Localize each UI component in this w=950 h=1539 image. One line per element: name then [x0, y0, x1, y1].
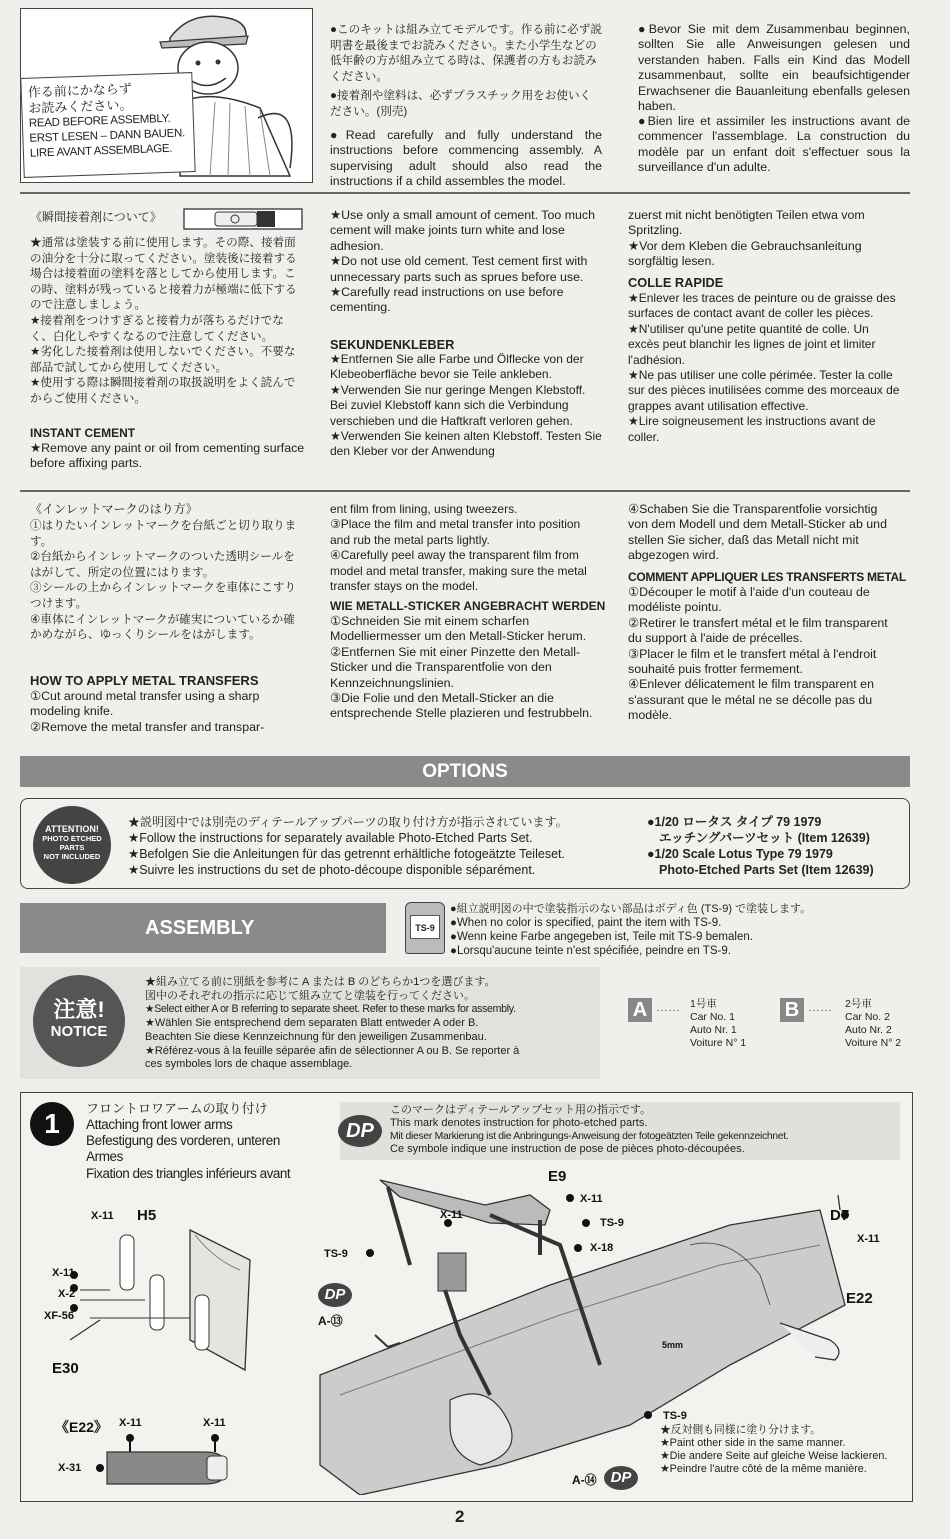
label-x18: X-18 [590, 1242, 614, 1254]
cement-tube-icon [183, 208, 303, 230]
car-a-dots: …… [656, 1000, 680, 1014]
car-b-line-3: Auto Nr. 2 [845, 1024, 892, 1036]
dp-mark-a13: DP [318, 1283, 352, 1307]
label-ts9c: TS-9 [663, 1410, 687, 1422]
label-x2: X-2 [58, 1288, 76, 1300]
car-b-lines [845, 998, 915, 1050]
attention-line-4: NOT INCLUDED [43, 852, 101, 861]
e22-part-drawing [95, 1430, 245, 1490]
options-line-1: ★説明図中では別売のディテールアップパーツの取り付け方が指示されています。 [128, 815, 568, 829]
page-number: 2 [455, 1507, 465, 1526]
label-x11-h5: X-11 [91, 1210, 114, 1222]
label-a13: A-⑬ [318, 1314, 343, 1328]
intro-en: ●Read carefully and fully understand the instructions before commencing assembly. A supervising adult should also read the instructions if a child assembles the model. [330, 128, 606, 189]
transfer-en-body-cont: ent film from lining, using tweezers. ③Place the film and metal transfer into position and rub the metal parts lightly. ④Carefully peel away the transparent film from model and metal transfer, making sure the metal transfer stays on the model. [330, 502, 587, 594]
options-banner: OPTIONS [20, 756, 910, 787]
cement-jp-body: ★通常は塗装する前に使用します。その際、接着面の油分を十分に取ってください。塗装後に接着する場合は接着面の塗料を落としてから使用します。この時、塗料が残っていると接着力が極端に低下するので注意しましょう。 ★接着剤をつけすぎると接着力が落ちるだけでなく、白化しやすくなるので注意してください。 ★劣化した接着剤は使用しないでください。不要な部品で試してから使用してください。 ★使用する際は瞬間接着剤の取扱説明をよく読んでからご使用ください。 [30, 236, 297, 405]
options-right-1: ●1/20 ロータス タイプ 79 1979 [647, 815, 822, 829]
options-lines [128, 814, 638, 878]
attention-badge [33, 806, 111, 884]
paint-note-2: ★Paint other side in the same manner. [660, 1437, 846, 1449]
paint-lines [450, 902, 910, 958]
paint-line-2: ●When no color is specified, paint the item with TS-9. [450, 917, 722, 929]
label-x11d: X-11 [580, 1193, 603, 1205]
cement-jp-title: 《瞬間接着剤について》 [30, 210, 162, 224]
notice-line-2: 図中のそれぞれの指示に応じて組み立てと塗装を行ってください。 [145, 989, 475, 1002]
transfer-de-body-cont: ④Schaben Sie die Transparentfolie vorsichtig von dem Modell und dem Metall-Sticker ab und stellen Sie sicher, daß das Metall nicht mit abgezogen wird. [628, 502, 891, 563]
divider-1 [20, 192, 910, 194]
cement-en-body2: ★Use only a small amount of cement. Too much cement will make joints turn white and lose adhesion. ★Do not use old cement. Test cement first with unnecessary parts such as sprues before use. ★Carefully read instructions on use before cementing. [330, 208, 596, 315]
cement-de-title: SEKUNDENKLEBER [330, 337, 455, 352]
paint-note-1: ★反対側も同様に塗り分けます。 [660, 1424, 822, 1436]
options-right-4: Photo-Etched Parts Set (Item 12639) [659, 863, 874, 877]
notice-line-1: ★組み立てる前に別紙を参考に A または B のどちらか1つを選びます。 [145, 976, 496, 988]
paint-note-3: ★Die andere Seite auf gleiche Weise lackieren. [660, 1450, 888, 1462]
label-x11c: X-11 [203, 1417, 226, 1429]
label-mm: 5mm [662, 1340, 684, 1350]
options-line-4: ★Suivre les instructions du set de photo-découpe disponible séparément. [128, 863, 536, 877]
options-line-3: ★Befolgen Sie die Anleitungen für das getrennt erhältliche fotogeätzte Teileset. [128, 847, 565, 861]
label-e30: E30 [52, 1360, 79, 1377]
notice-line-6: ★Référez-vous à la feuille séparée afin de sélectionner A ou B. Se reporter à [145, 1044, 520, 1057]
cement-de-body-cont: zuerst mit nicht benötigten Teilen etwa vom Spritzling. ★Vor dem Kleben die Gebrauchsanleitung sorgfältig lesen. [628, 208, 865, 269]
step1-title-de: Befestigung des vorderen, unteren Armes [86, 1133, 280, 1164]
notice-badge-en: NOTICE [50, 1023, 108, 1040]
intro-jp-2: ●接着剤や塗料は、必ずプラスチック用をお使いください。(別売) [330, 89, 592, 118]
cement-de-body: ★Entfernen Sie alle Farbe und Ölflecke von der Klebeoberfläche bevor sie Teile ankleben. ★Verwenden Sie nur geringe Mengen Klebstoff. Bei zuviel Klebstoff kann sich die Verbindung verschieben und die Haftkraft verloren gehen. ★Verwenden Sie keinen alten Klebstoff. Testen Sie den Kleber vor der Anwendung [330, 352, 602, 459]
label-x31: X-31 [58, 1462, 82, 1474]
dp-line-1: このマークはディテールアップセット用の指示です。 [390, 1104, 652, 1116]
label-e22-title: 《E22》 [55, 1419, 108, 1435]
options-line-2: ★Follow the instructions for separately available Photo-Etched Parts Set. [128, 831, 533, 845]
transfer-fr-body: ①Découper le motif à l'aide d'un couteau de modéliste pointu. ②Retirer le transfert métal et le film transparent du support à l'aide de précelles. ③Placer le film et le transfert métal à l'endroit souhaité puis frotter fermement. ④Enlever délicatement le film transparent en s'assurant que le métal ne se décolle pas du modèle. [628, 585, 888, 723]
car-a-lines [690, 998, 770, 1050]
intro-fr: ●Bien lire et assimiler les instructions avant de commencer l'assemblage. La construction du modèle par un enfant doit s'effectuer sous la surveillance d'un adulte. [638, 114, 914, 175]
label-x11b: X-11 [119, 1417, 142, 1429]
attention-line-2: PHOTO ETCHED [42, 834, 102, 843]
options-right-3: ●1/20 Scale Lotus Type 79 1979 [647, 847, 833, 861]
intro-de: ●Bevor Sie mit dem Zusammenbau beginnen, sollten Sie alle Anweisungen gelesen und verstanden haben. Falls ein Kind das Modell zusammenbaut, sollte ein beaufsichtigender Erwachsener die Bauanleitung ebenfalls gelesen haben. [638, 22, 914, 114]
label-e9: E9 [548, 1168, 567, 1185]
label-ts9a: TS-9 [600, 1217, 624, 1229]
sign-line-4: ERST LESEN – DANN BAUEN. [29, 127, 186, 145]
step1-title-jp: フロントロワアームの取り付け [86, 1101, 268, 1116]
notice-line-7: ces symboles lors de chaque assemblage. [145, 1058, 353, 1071]
sign-line-3: READ BEFORE ASSEMBLY. [28, 112, 171, 130]
label-e22: E22 [846, 1290, 873, 1307]
dp-badge: DP [338, 1115, 382, 1147]
divider-2 [20, 490, 910, 492]
label-ts9b: TS-9 [324, 1248, 348, 1260]
options-right-2: エッチングパーツセット (Item 12639) [659, 831, 870, 845]
notice-line-4: ★Wählen Sie entsprechend dem separaten Blatt entweder A oder B. [145, 1017, 479, 1030]
car-a-line-4: Voiture N° 1 [690, 1037, 747, 1049]
label-h5: H5 [137, 1207, 157, 1224]
car-a-line-1: 1号車 [690, 998, 717, 1010]
paint-can-label: TS-9 [410, 915, 440, 939]
attention-line-3: PARTS [59, 843, 85, 852]
car-a-line-2: Car No. 1 [690, 1011, 735, 1023]
car-b-line-1: 2号車 [845, 998, 872, 1010]
paint-other-side-note [660, 1424, 910, 1476]
sign-line-1: 作る前にかならず [27, 81, 133, 100]
cement-en-title: INSTANT CEMENT [30, 426, 136, 440]
label-x11f: X-11 [857, 1233, 880, 1245]
paint-note-4: ★Peindre l'autre côté de la même manière. [660, 1463, 867, 1475]
label-x11a: X-11 [52, 1267, 75, 1279]
transfer-jp-body: ①はりたいインレットマークを台紙ごと切り取ります。 ②台紙からインレットマークのついた透明シールをはがして、所定の位置にはります。 ③シールの上からインレットマークを車体にこすりつけます。 ④車体にインレットマークが確実についているか確かめながら、ゆっくりシールをはがします。 [30, 519, 297, 642]
cement-fr-title: COLLE RAPIDE [628, 275, 724, 290]
transfer-de-title: WIE METALL-STICKER ANGEBRACHT WERDEN [330, 599, 606, 613]
assembly-banner [20, 903, 386, 953]
step1-title-en: Attaching front lower arms [86, 1117, 233, 1132]
cement-en-body1: ★Remove any paint or oil from cementing surface before affixing parts. [30, 441, 308, 471]
dp-line-3: Mit dieser Markierung ist die Anbringungs-Anweisung der fotogeätzten Teile gekennzeichnet. [390, 1131, 789, 1142]
notice-lines [145, 976, 595, 1072]
transfer-de-body: ①Schneiden Sie mit einem scharfen Modelliermesser um den Metall-Sticker herum. ②Entfernen Sie mit einer Pinzette den Metall-Sticker und die Transparentfolie von den Kennzeichnungslinien. ③Die Folie und den Metall-Sticker an die entsprechende Stelle plazieren und festrubbeln. [330, 614, 593, 721]
dp-lines [390, 1104, 900, 1156]
car-b-line-2: Car No. 2 [845, 1011, 890, 1023]
dp-mark-a14: DP [604, 1466, 638, 1490]
car-b-line-4: Voiture N° 2 [845, 1037, 902, 1049]
sign-line-2: お読みください。 [28, 97, 133, 116]
paint-can-icon [405, 902, 445, 954]
label-a14: A-⑭ [572, 1473, 597, 1487]
assembly-title: ASSEMBLY [145, 917, 255, 939]
step1-title-fr: Fixation des triangles inférieurs avant [86, 1166, 291, 1181]
transfer-fr-title: COMMENT APPLIQUER LES TRANSFERTS METAL [628, 570, 906, 584]
transfer-en-body: ①Cut around metal transfer using a sharp modeling knife. ②Remove the metal transfer and transpar- [30, 689, 265, 734]
paint-line-1: ●組立説明図の中で塗装指示のない部品はボディ色 (TS-9) で塗装します。 [450, 903, 812, 915]
paint-line-3: ●Wenn keine Farbe angegeben ist, Teile mit TS-9 bemalen. [450, 931, 753, 943]
notice-badge [33, 975, 125, 1067]
car-a-line-3: Auto Nr. 1 [690, 1024, 737, 1036]
notice-line-3: ★Select either A or B referring to separate sheet. Refer to these marks for assembly. [145, 1003, 516, 1016]
intro-jp-1: ●このキットは組み立てモデルです。作る前に必ず説明書を最後までお読みください。また小学生などの低年齢の方が組み立てる時は、保護者の方もお読みください。 [330, 23, 602, 83]
car-b-dots: …… [808, 1000, 832, 1014]
transfer-jp-title: 《インレットマークのはり方》 [30, 502, 198, 516]
sign-board [20, 72, 195, 178]
label-d7: D7 [830, 1207, 850, 1224]
car-b-letter: B [780, 998, 804, 1022]
transfer-en-title: HOW TO APPLY METAL TRANSFERS [30, 673, 259, 688]
step1-number: 1 [30, 1102, 74, 1146]
car-a-letter: A [628, 998, 652, 1022]
cement-fr-body: ★Enlever les traces de peinture ou de graisse des surfaces de contact avant de coller les pièces. ★N'utiliser qu'une petite quantité de colle. Un excès peut blanchir les lignes de joint et limiter l'adhésion. ★Ne pas utiliser une colle périmée. Tester la colle sur des pièces inutilisées comme des morceaux de grappes avant utilisation effective. ★Lire soigneusement les instructions avant de coller. [628, 291, 900, 444]
notice-line-5: Beachten Sie diese Kennzeichnung für den jeweiligen Zusammenbau. [145, 1030, 487, 1043]
options-right [647, 814, 907, 878]
dp-line-2: This mark denotes instruction for photo-etched parts. [390, 1117, 648, 1129]
paint-line-4: ●Lorsqu'aucune teinte n'est spécifiée, peindre en TS-9. [450, 945, 731, 957]
attention-line-1: ATTENTION! [45, 824, 99, 834]
dp-line-4: Ce symbole indique une instruction de pose de pièces photo-découpées. [390, 1143, 745, 1155]
step1-titles [86, 1100, 316, 1182]
label-x11e: X-11 [440, 1209, 463, 1221]
label-xf56: XF-56 [44, 1310, 74, 1322]
notice-badge-jp: 注意! [53, 997, 105, 1022]
sign-line-5: LIRE AVANT ASSEMBLAGE. [29, 142, 173, 160]
